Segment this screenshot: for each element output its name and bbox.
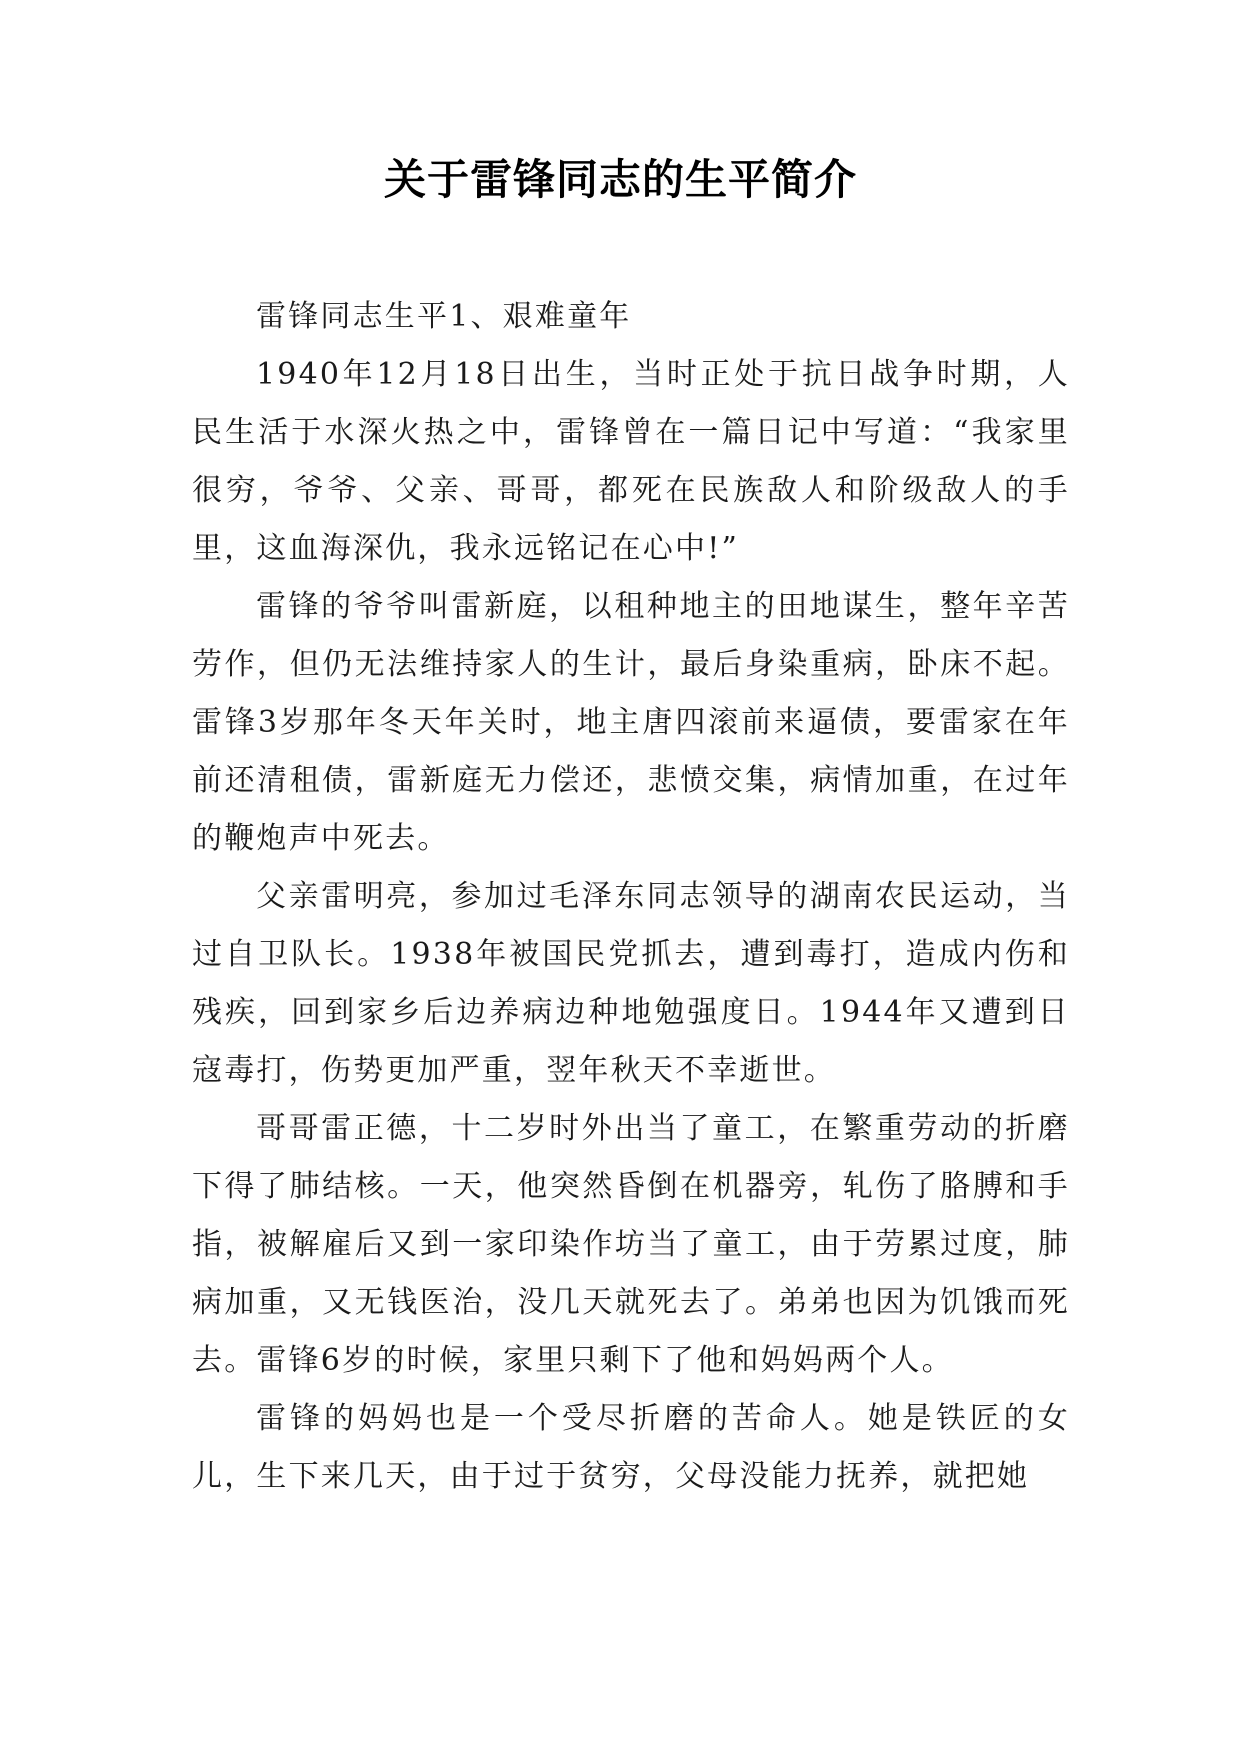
document-body xyxy=(192,288,1070,1506)
paragraph-father: 父亲雷明亮，参加过毛泽东同志领导的湖南农民运动，当过自卫队长。1938年被国民党抓去，遭到毒打，造成内伤和残疾，回到家乡后边养病边种地勉强度日。1944年又遭到日寇毒打，伤势更加严重，翌年秋天不幸逝世。 xyxy=(192,879,1070,1088)
paragraph-grandfather: 雷锋的爷爷叫雷新庭，以租种地主的田地谋生，整年辛苦劳作，但仍无法维持家人的生计，最后身染重病，卧床不起。雷锋3岁那年冬天年关时，地主唐四滚前来逼债，要雷家在年前还清租债，雷新庭无力偿还，悲愤交集，病情加重，在过年的鞭炮声中死去。 xyxy=(192,589,1070,856)
paragraph-heading: 雷锋同志生平1、艰难童年 xyxy=(256,299,632,334)
document-title: 关于雷锋同志的生平简介 xyxy=(383,155,857,204)
paragraph-brother: 哥哥雷正德，十二岁时外出当了童工，在繁重劳动的折磨下得了肺结核。一天，他突然昏倒在机器旁，轧伤了胳膊和手指，被解雇后又到一家印染作坊当了童工，由于劳累过度，肺病加重，又无钱医治，没几天就死去了。弟弟也因为饥饿而死去。雷锋6岁的时候，家里只剩下了他和妈妈两个人。 xyxy=(192,1111,1070,1378)
paragraph-birth: 1940年12月18日出生，当时正处于抗日战争时期，人民生活于水深火热之中，雷锋曾在一篇日记中写道：“我家里很穷，爷爷、父亲、哥哥，都死在民族敌人和阶级敌人的手里，这血海深仇，我永远铭记在心中!” xyxy=(192,357,1070,566)
paragraph-mother: 雷锋的妈妈也是一个受尽折磨的苦命人。她是铁匠的女儿，生下来几天，由于过于贫穷，父母没能力抚养，就把她 xyxy=(192,1401,1070,1494)
